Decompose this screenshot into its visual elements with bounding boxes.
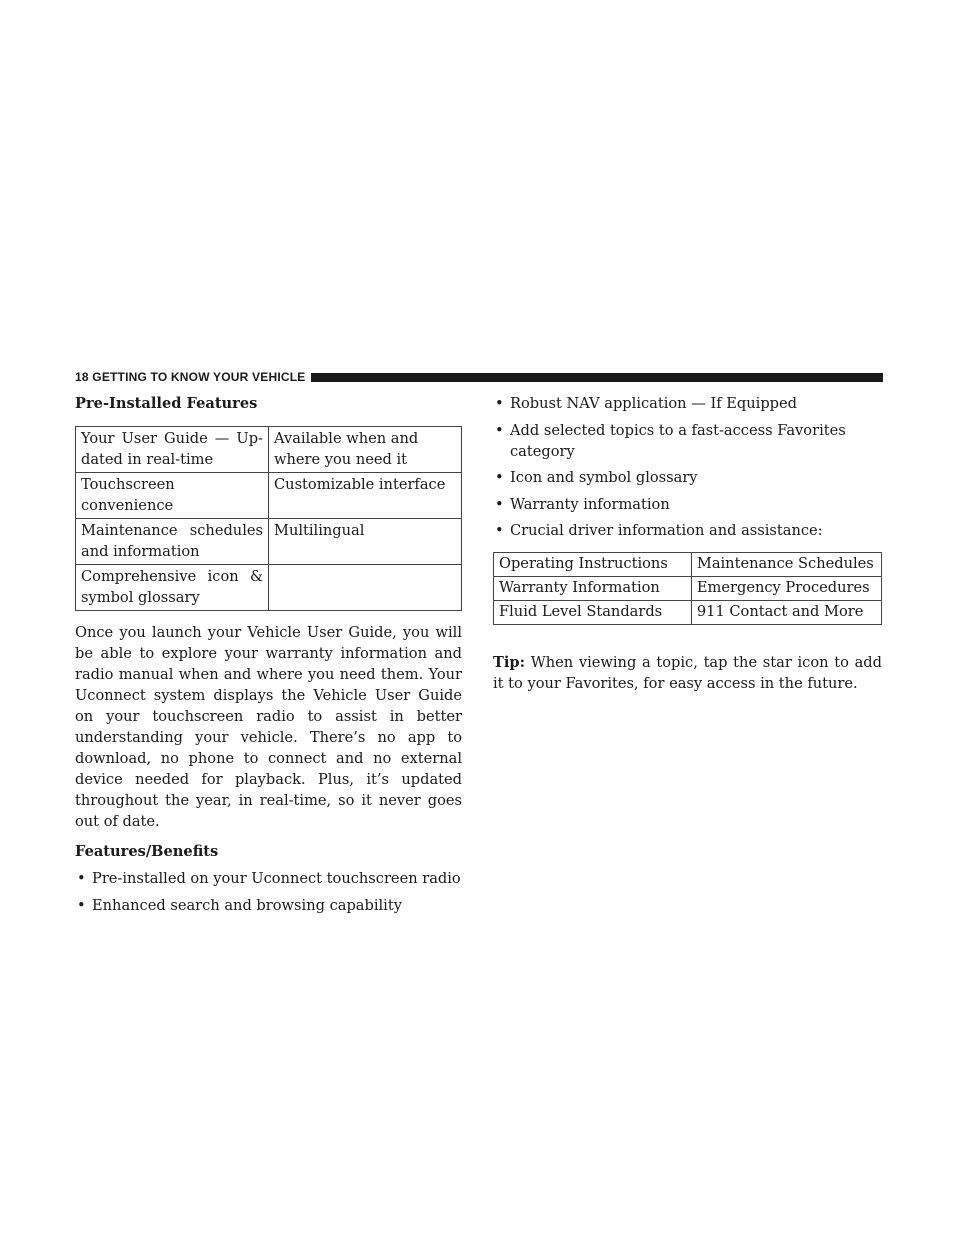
bullet-icon: •	[495, 395, 504, 412]
list-item	[493, 393, 882, 414]
table-cell: Available when and where you need it	[269, 427, 462, 473]
features-table	[75, 426, 462, 611]
list-item	[493, 494, 882, 515]
list-item-text: Pre-installed on your Uconnect touchscreen radio	[92, 870, 461, 887]
table-cell: Your User Guide — Up-dated in real-time	[76, 427, 269, 473]
bullet-icon: •	[495, 522, 504, 539]
tip-paragraph	[493, 652, 882, 694]
header-rule	[311, 373, 883, 382]
table-cell: Maintenance schedules and information	[76, 519, 269, 565]
list-item-text: Crucial driver information and assistance:	[510, 522, 823, 539]
bullet-icon: •	[495, 495, 504, 513]
table-cell: Maintenance Schedules	[691, 553, 881, 577]
list-item-text: Robust NAV application — If Equipped	[510, 395, 797, 412]
list-item	[493, 467, 882, 488]
section-heading: Pre-Installed Features	[75, 395, 258, 412]
benefits-heading: Features/Benefits	[75, 843, 219, 860]
left-column	[75, 393, 462, 921]
table-row	[494, 577, 882, 601]
bullet-icon: •	[495, 421, 504, 439]
list-item	[493, 520, 882, 541]
table-cell: Multilingual	[269, 519, 462, 565]
right-column	[493, 393, 882, 709]
list-item-text: Add selected topics to a fast-access Favorites category	[510, 421, 846, 460]
table-cell: Operating Instructions	[494, 553, 692, 577]
list-item-text: Warranty information	[510, 495, 670, 513]
table-cell	[269, 565, 462, 611]
list-item	[75, 868, 462, 889]
table-row	[494, 601, 882, 625]
tip-label: Tip:	[493, 654, 525, 671]
list-item-text: Enhanced search and browsing capability	[92, 896, 402, 914]
benefits-list	[75, 868, 462, 916]
driver-info-table	[493, 552, 882, 625]
list-item	[75, 895, 462, 916]
page-number-and-section: 18 GETTING TO KNOW YOUR VEHICLE	[75, 370, 306, 384]
table-cell: Comprehensive icon & symbol glossary	[76, 565, 269, 611]
tip-text: When viewing a topic, tap the star icon to add it to your Favorites, for easy access in the future.	[493, 654, 882, 692]
list-item-text: Icon and symbol glossary	[510, 469, 698, 486]
table-cell: Emergency Procedures	[691, 577, 881, 601]
page-header	[75, 369, 883, 385]
features-list	[493, 393, 882, 541]
bullet-icon: •	[77, 870, 86, 887]
body-paragraph: Once you launch your Vehicle User Guide, you will be able to explore your warranty information and radio manual when and where you need them. Your Uconnect system displays the Vehicle User Guide on your touchscreen radio to assist in better understanding your vehicle. There’s no app to download, no phone to connect and no external device needed for playback. Plus, it’s updated throughout the year, in real-time, so it never goes out of date.	[75, 624, 462, 830]
table-cell: Fluid Level Standards	[494, 601, 692, 625]
bullet-icon: •	[495, 469, 504, 486]
table-cell: Customizable interface	[269, 473, 462, 519]
table-row	[76, 427, 462, 473]
table-row	[76, 565, 462, 611]
table-cell: 911 Contact and More	[691, 601, 881, 625]
list-item	[493, 420, 882, 462]
table-row	[494, 553, 882, 577]
table-cell: Touchscreen convenience	[76, 473, 269, 519]
bullet-icon: •	[77, 896, 86, 914]
table-cell: Warranty Information	[494, 577, 692, 601]
table-row	[76, 519, 462, 565]
table-row	[76, 473, 462, 519]
